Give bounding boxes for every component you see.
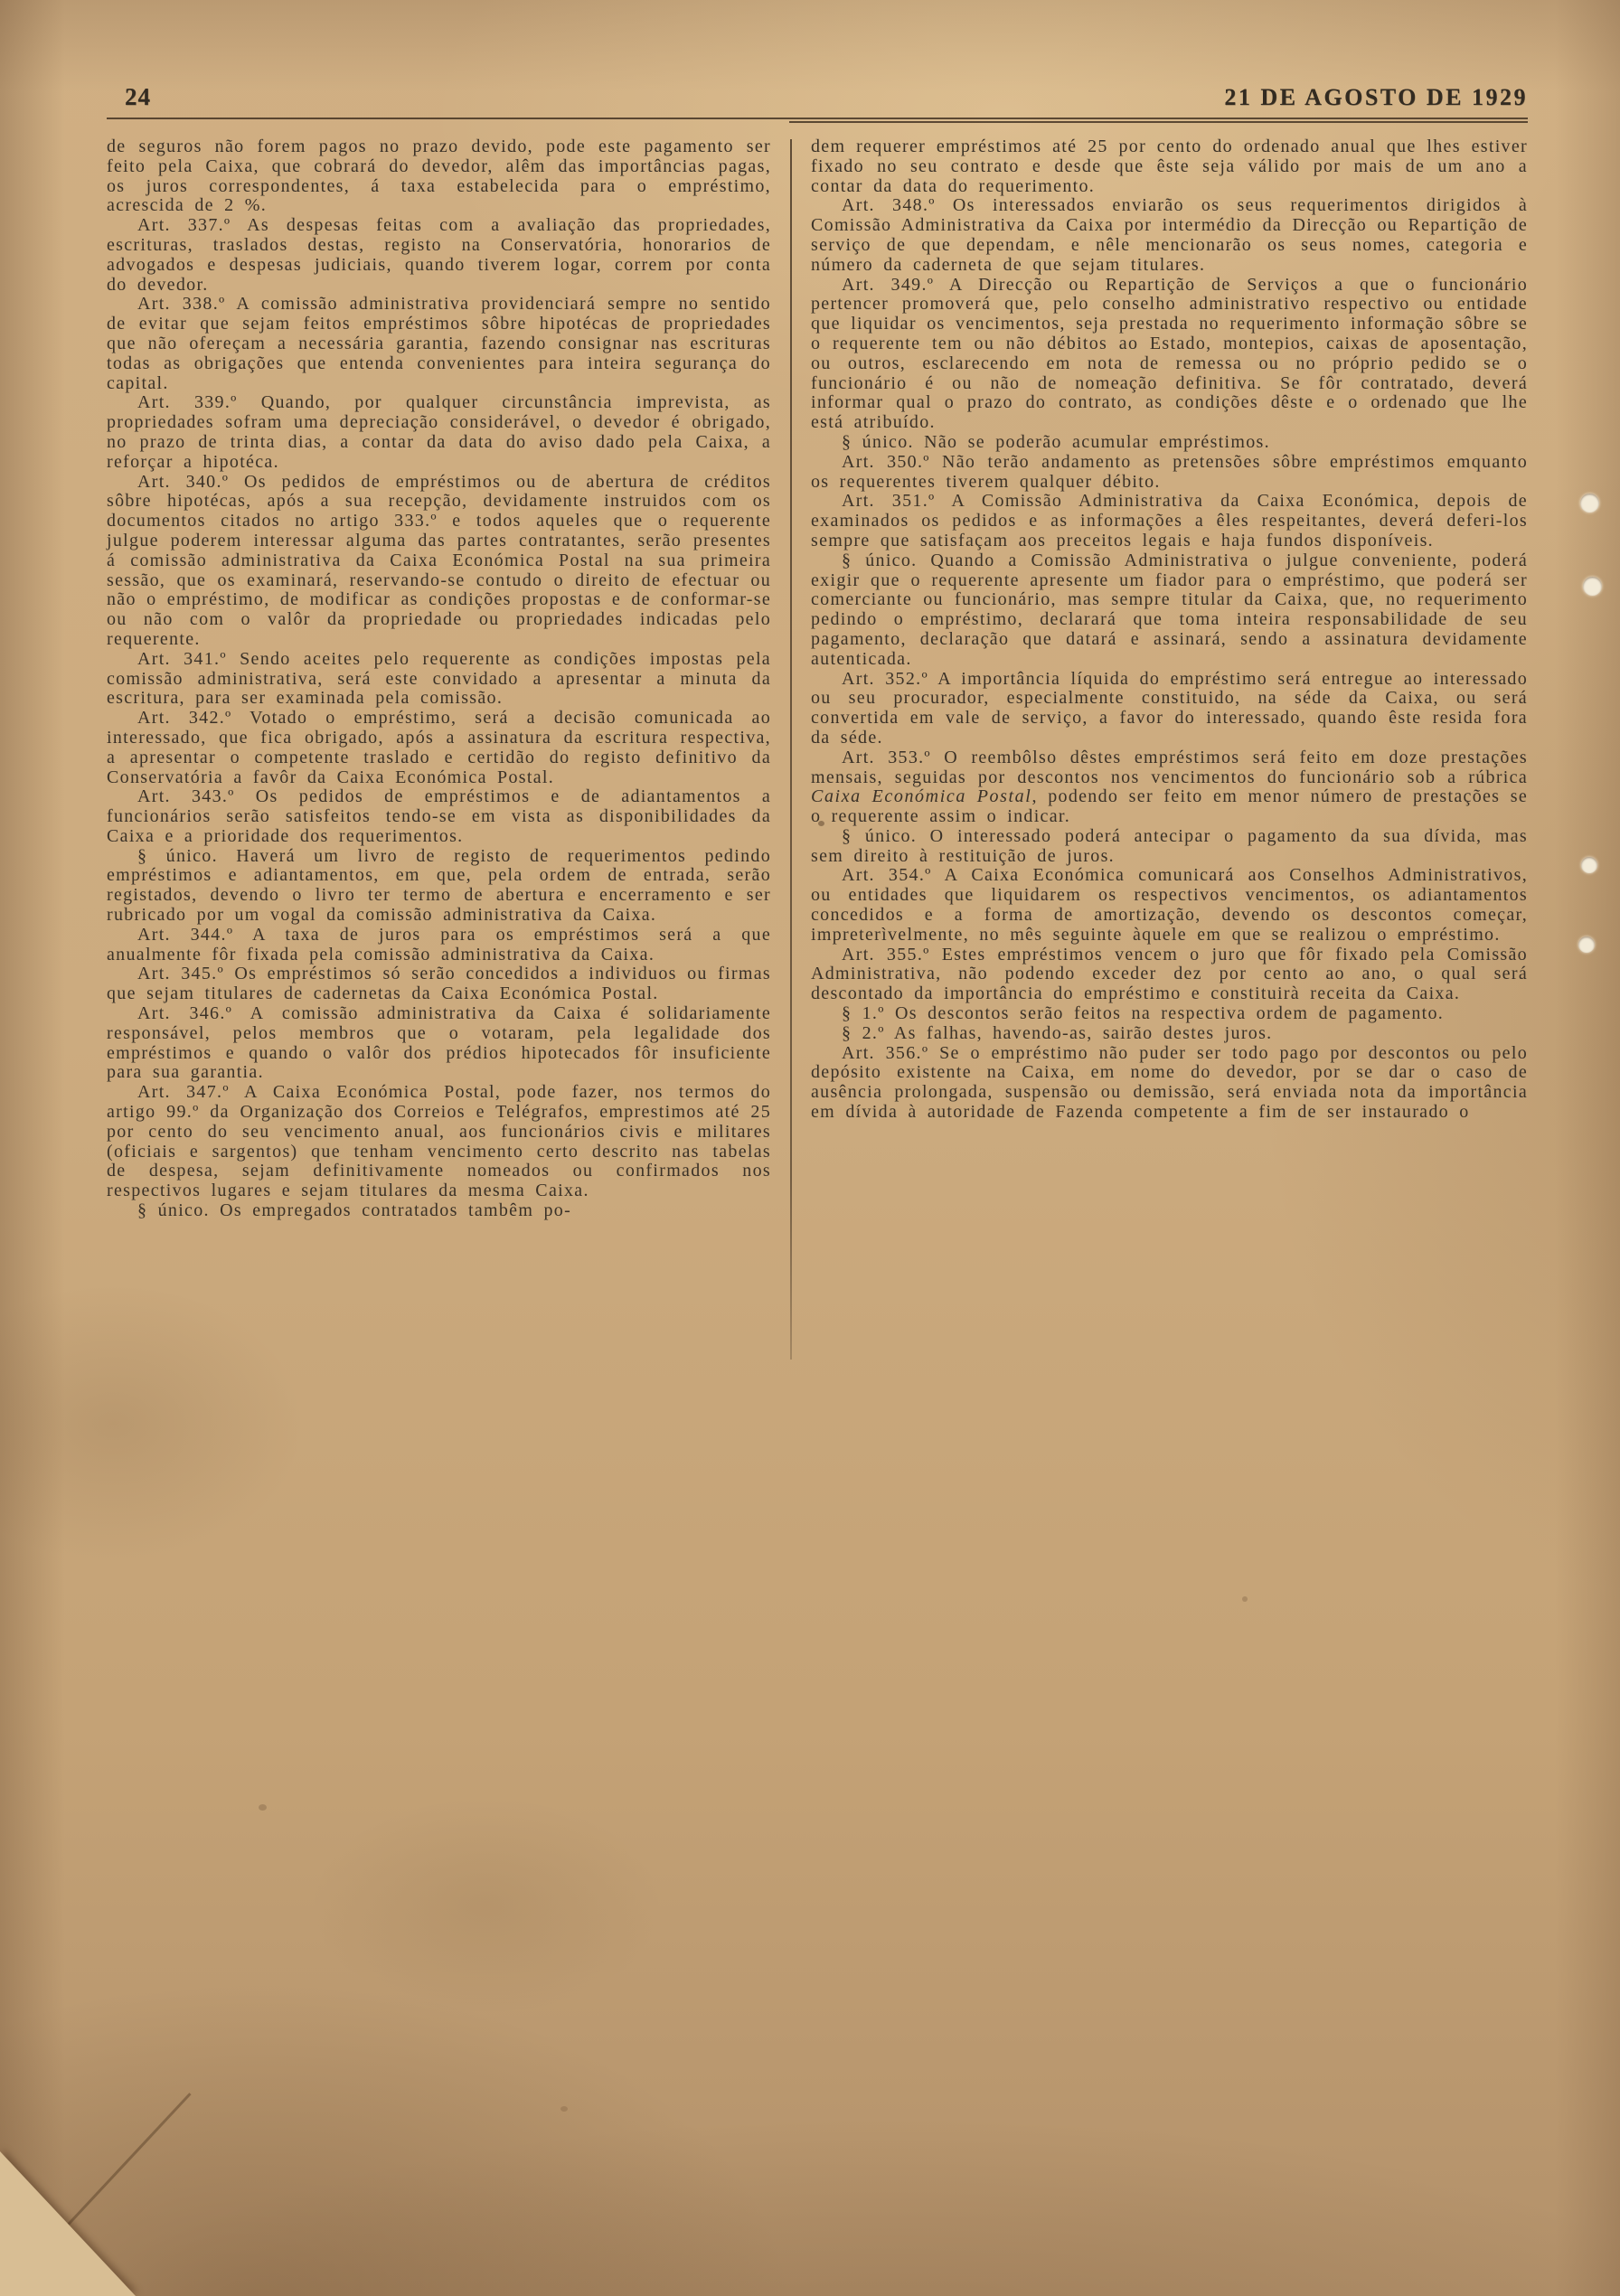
paragraph: § único. O interessado poderá antecipar o pagamento da sua dívida, mas sem direito à restituição de juros. [811,825,1528,866]
paper-speck [818,821,824,826]
paper-speck [1242,1596,1248,1602]
paragraph: § único. Não se poderão acumular empréstimos. [842,431,1270,452]
paragraph: Art. 337.º As despesas feitas com a avaliação das propriedades, escrituras, traslados destas, registo na Conservatória, honorarios de advogados e despesas judiciais, quando tiverem logar, correm por conta do devedor. [107,215,771,295]
paragraph: Art. 349.º A Direcção ou Repartição de Serviços a que o funcionário pertencer promoverá que, pelo conselho administrativo respectivo ou entidade que liquidar os vencimentos, seja prestada no requerimento informação sôbre se o requerente tem ou não débitos ao Estado, montepios, caixas de aposentação, ou outros, esclarecendo em nota de remessa ou no próprio pedido se o funcionário é ou não de nomeação definitiva. Se fôr contratado, deverá informar qual o prazo do contrato, as condições dêste e o ordenado que lhe está atribuído. [811,274,1528,433]
punch-hole [1583,577,1602,596]
paragraph: Art. 347.º A Caixa Económica Postal, pode fazer, nos termos do artigo 99.º da Organização dos Correios e Telégrafos, emprestimos até 25 por cento do seu vencimento anual, aos funcionários civis e militares (oficiais e sargentos) que tenham vencimento certo descrito nas tabelas de despesa, sejam definitivamente nomeados ou confirmados nos respectivos lugares e sejam titulares da mesma Caixa. [107,1082,771,1201]
paragraph: § único. Haverá um livro de registo de requerimentos pedindo empréstimos e adiantamentos, em que, pela ordem de entrada, serão registados, devendo o livro ter termo de abertura e encerramento e ser rubricado por um vogal da comissão administrativa da Caixa. [107,845,771,926]
paragraph: Art. 344.º A taxa de juros para os empréstimos será a que anualmente fôr fixada pela comissão administrativa da Caixa. [107,924,771,965]
paragraph: Art. 343.º Os pedidos de empréstimos e de adiantamentos a funcionários serão satisfeitos tendo-se em vista as disponibilidades da Caixa e a prioridade dos requerimentos. [107,786,771,846]
paragraph: Art. 351.º A Comissão Administrativa da Caixa Económica, depois de examinados os pedidos e as informações a êles respeitantes, deverá deferi-los sempre que satisfaçam aos preceitos legais e haja fundos disponíveis. [811,491,1528,550]
text-columns [107,137,1528,1360]
paper-speck [259,1804,267,1811]
paragraph: Art. 350.º Não terão andamento as pretensões sôbre empréstimos emquanto os requerentes tiverem qualquer débito. [811,451,1528,492]
paragraph: § 1.º Os descontos serão feitos na respectiva ordem de pagamento. [842,1003,1445,1024]
paragraph: Art. 342.º Votado o empréstimo, será a decisão comunicada ao interessado, que fica obrigado, após a assinatura da escritura respectiva, a apresentar o competente traslado e certidão do registo definitivo da Conservatória a favôr da Caixa Económica Postal. [107,708,771,787]
paragraph: Art. 355.º Estes empréstimos vencem o juro que fôr fixado pela Comissão Administrativa, não podendo exceder dez por cento ao ano, o qual será descontado da importância do empréstimo e constituirà receita da Caixa. [811,944,1528,1004]
page-number: 24 [125,83,151,110]
paragraph: Art. 353.º O reembôlso dêstes empréstimos será feito em doze prestações mensais, seguidas por descontos nos vencimentos do funcionário sob a rúbrica Caixa Económica Postal, podendo ser feito em menor número de prestações se o requerente assim o indicar. [811,747,1528,827]
paragraph: Art. 346.º A comissão administrativa da Caixa é solidariamente responsável, pelos membros que o votaram, pela legalidade dos empréstimos e quando o valôr dos prédios hipotecados fôr insuficiente para sua garantia. [107,1003,771,1083]
left-column [107,137,771,1360]
paragraph: Art. 354.º A Caixa Económica comunicará aos Conselhos Administrativos, ou entidades que liquidarem os respectivos vencimentos, os adiantamentos concedidos e a forma de amortização, devendo os descontos começar, impreterìvelmente, no mês seguinte àquele em que se realizou o empréstimo. [811,865,1528,945]
paragraph: Art. 338.º A comissão administrativa providenciará sempre no sentido de evitar que sejam feitos empréstimos sôbre hipotécas de propriedades que não ofereçam a necessária garantia, fazendo consignar nas escrituras todas as obrigações que entenda convenientes para inteira segurança do capital. [107,294,771,393]
paragraph: Art. 348.º Os interessados enviarão os seus requerimentos dirigidos à Comissão Administrativa da Caixa por intermédio da Direcção ou Repartição de serviço de que dependam, e nêle mencionarão os seus nomes, categoria e número da caderneta de que sejam titulares. [811,195,1528,275]
paragraph: de seguros não forem pagos no prazo devido, pode este pagamento ser feito pela Caixa, que cobrará do devedor, alêm das importâncias pagas, os juros correspondentes, á taxa estabelecida para o empréstimo, acrescida de 2 %. [107,136,771,216]
punch-hole [1578,936,1595,953]
paragraph: § único. Quando a Comissão Administrativa o julgue conveniente, poderá exigir que o requerente apresente um fiador para o empréstimo, que poderá ser comerciante ou funcionário, mas sempre titular da Caixa, que, no requerimento pedindo o empréstimo, declarará que toma inteira responsabilidade de seu pagamento, declaração que datará e assinará, sendo a assinatura devidamente autenticada. [811,550,1528,669]
paragraph: Art. 345.º Os empréstimos só serão concedidos a individuos ou firmas que sejam titulares de cadernetas da Caixa Económica Postal. [107,964,771,1004]
issue-date: 21 DE AGOSTO DE 1929 [1224,84,1528,110]
paragraph: dem requerer empréstimos até 25 por cento do ordenado anual que lhes estiver fixado no seu contrato e desde que êste seja válido por mais de um ano a contar da data do requerimento. [811,136,1528,196]
header-rule [107,118,1528,125]
paragraph: Art. 340.º Os pedidos de empréstimos ou de abertura de créditos sôbre hipotécas, após a sua recepção, devidamente instruidos com os documentos citados no artigo 333.º e todos aqueles que o requerente julgue poderem interessar alguma das partes contratantes, serão presentes á comissão administrativa da Caixa Económica Postal na sua primeira sessão, que os examinará, reservando-se contudo o direito de efectuar ou não o empréstimo, de modificar as condições propostas e de conformar-se ou não com o valôr da propriedade ou propriedades indicadas pelo requerente. [107,471,771,649]
paragraph: Art. 352.º A importância líquida do empréstimo será entregue ao interessado ou seu procurador, especialmente constituido, na séde da Caixa, ou será convertida em vale de serviço, a favor do interessado, quando êste resida fora da séde. [811,668,1528,748]
paragraph: Art. 356.º Se o empréstimo não puder ser todo pago por descontos ou pelo depósito existente na Caixa, em nome do devedor, por se dar o caso de ausência prolongada, suspensão ou demissão, será enviada nota da importância em dívida à autoridade de Fazenda competente a fim de ser instaurado o [811,1042,1528,1123]
right-column [811,137,1528,1360]
paragraph: Art. 341.º Sendo aceites pelo requerente as condições impostas pela comissão administrativa, será este convidado a apresentar a minuta da escritura, para ser examinada pela comissão. [107,648,771,709]
punch-hole [1581,857,1597,873]
corner-fold [0,2151,136,2296]
header-rule-double [789,121,1528,123]
page-header [107,83,1528,111]
column-divider [790,139,792,1360]
printed-area [107,83,1528,1360]
paragraph: § único. Os empregados contratados tambêm po- [137,1200,572,1221]
punch-hole [1580,494,1599,513]
paragraph: Art. 339.º Quando, por qualquer circunstância imprevista, as propriedades sofram uma depreciação considerável, o devedor é obrigado, no prazo de trinta dias, a contar da data do aviso dado pela Caixa, a reforçar a hipotéca. [107,392,771,472]
paper-speck [560,2106,568,2112]
paragraph: § 2.º As falhas, havendo-as, sairão destes juros. [842,1022,1273,1043]
